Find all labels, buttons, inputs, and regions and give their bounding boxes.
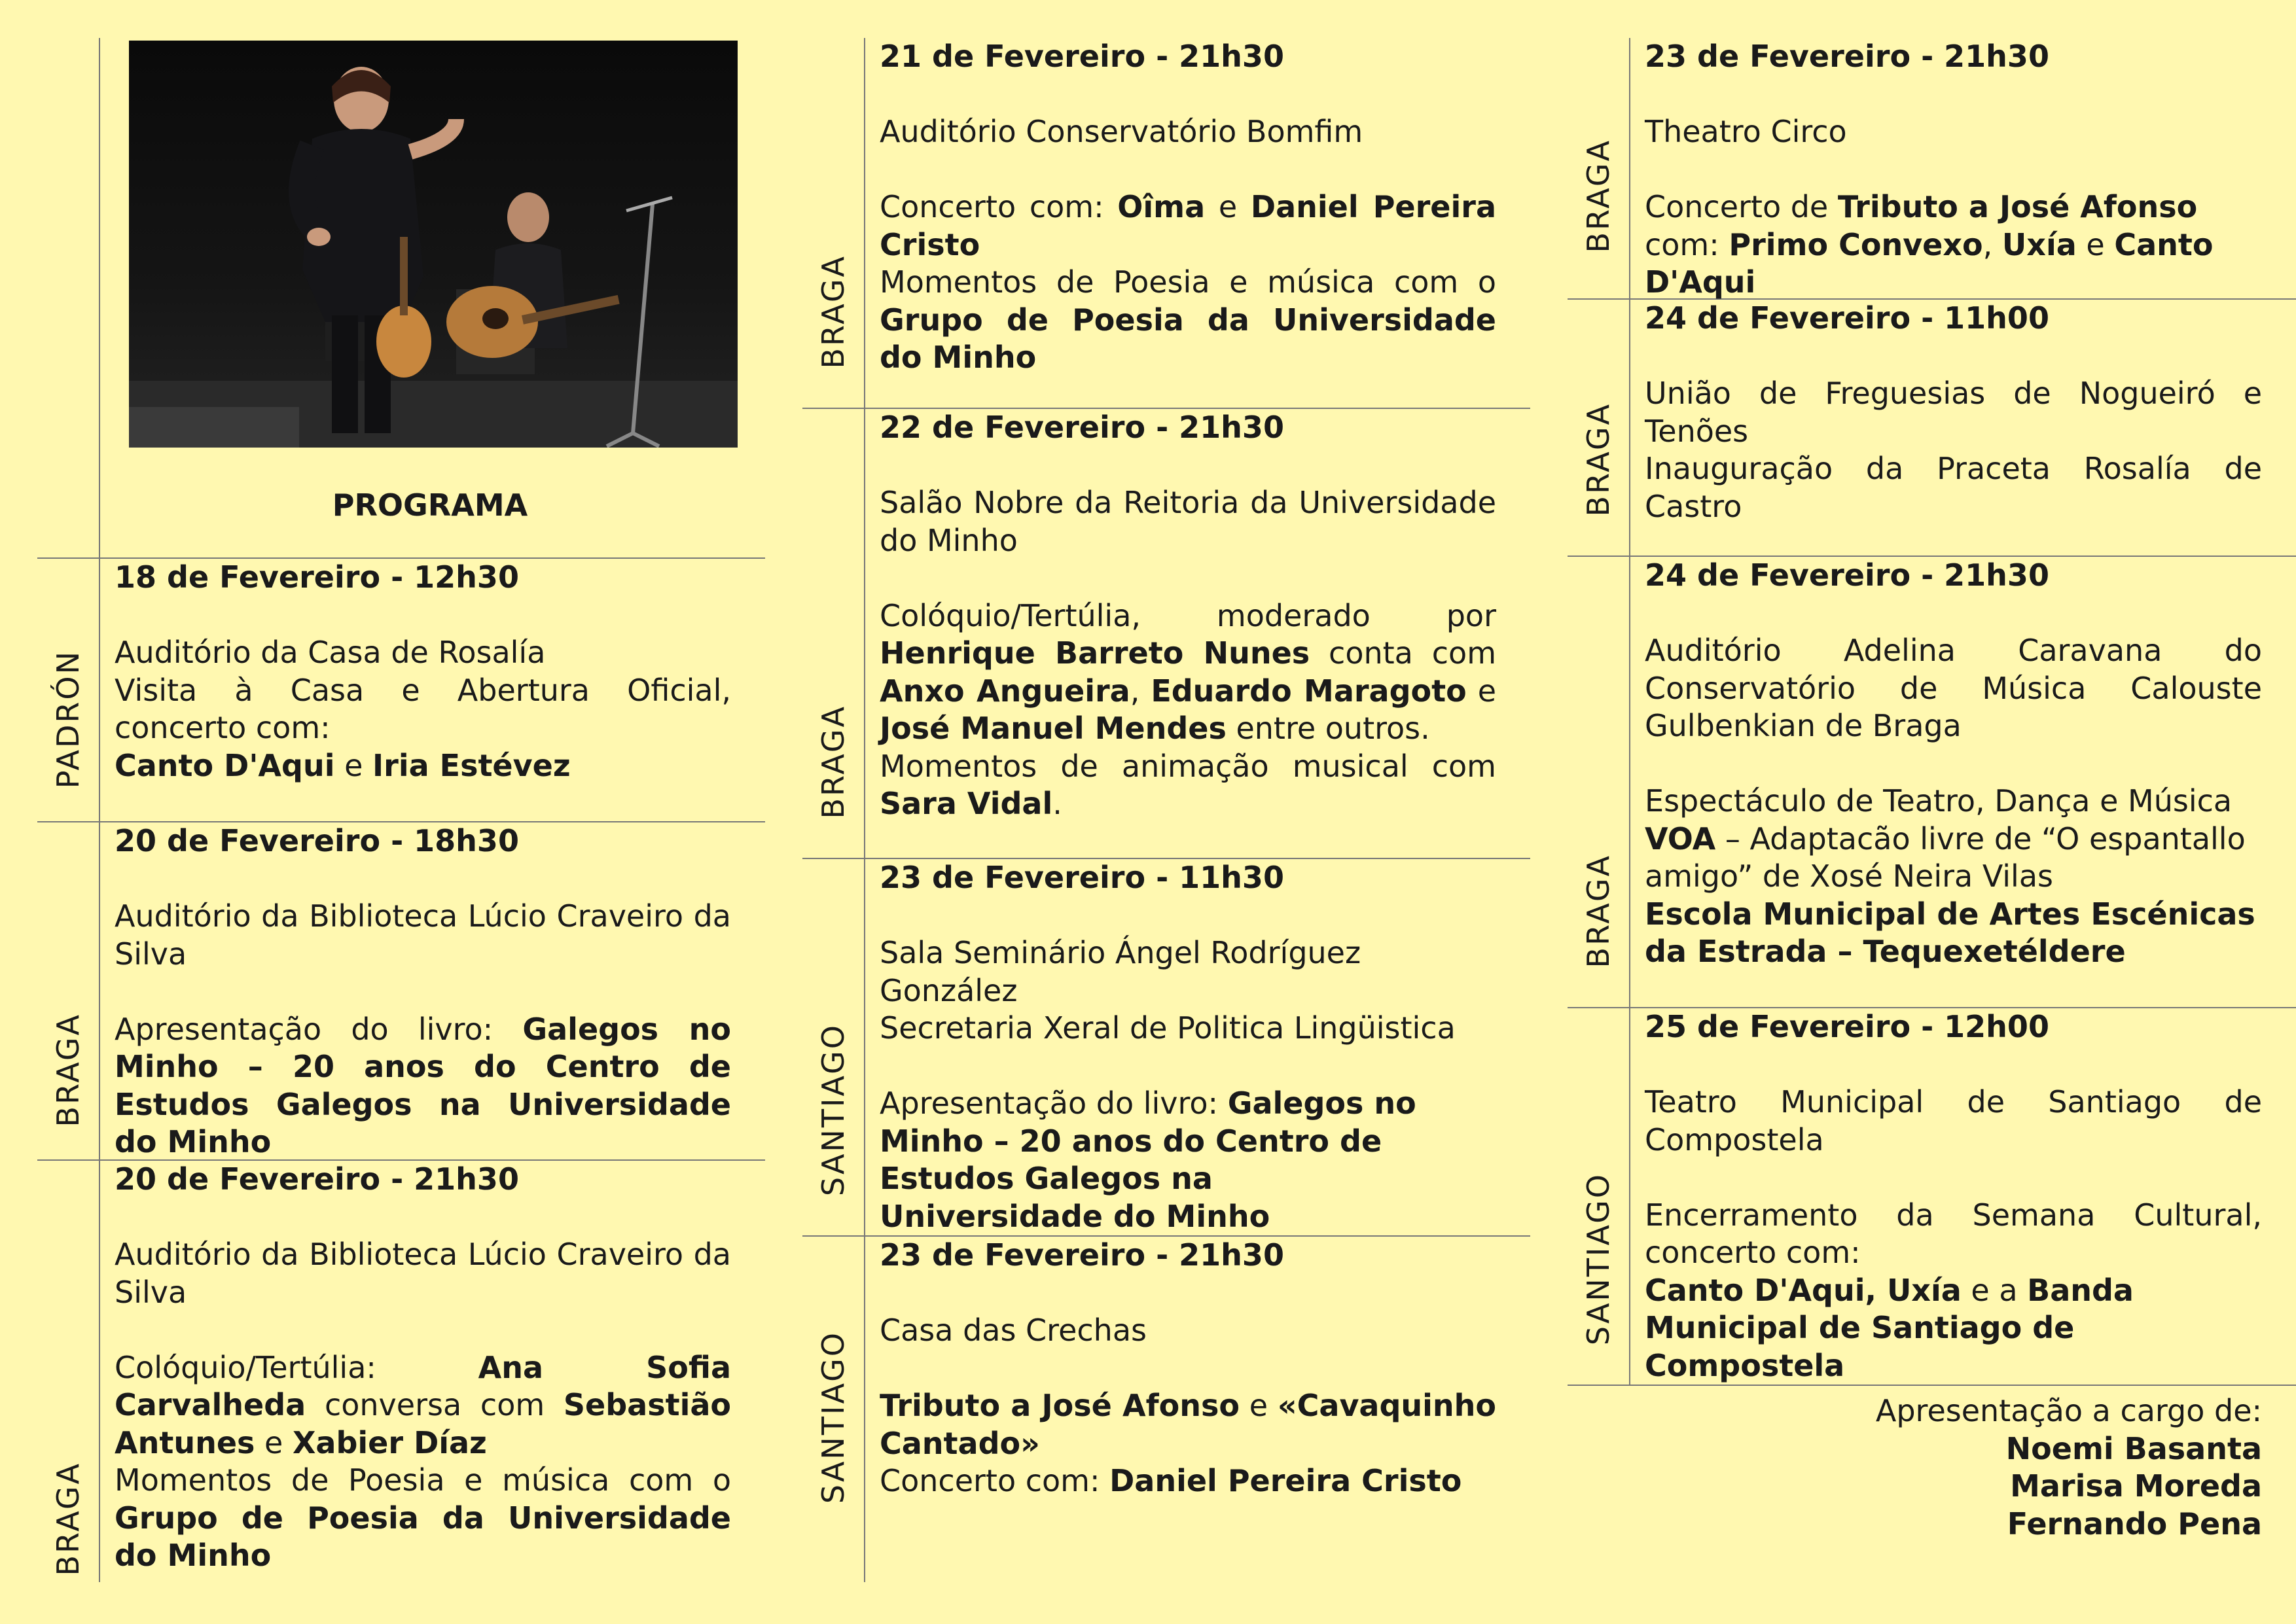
event-row — [802, 409, 1530, 859]
event-description: Inauguração da Praceta Rosalía de Castro — [1645, 451, 2262, 524]
event-venue: Casa das Crechas — [880, 1313, 1147, 1348]
event-venue: União de Freguesias de Nogueiró e Tenões — [1645, 376, 2262, 449]
header-row — [37, 38, 765, 559]
place-cell-empty — [37, 38, 100, 557]
event-date: 20 de Fevereiro - 18h30 — [115, 823, 519, 858]
event-description: Apresentação do livro: Galegos no Minho – 20 anos do Centro de Estudos Galegos na Universidade do Minho — [115, 1011, 731, 1159]
column-3 — [1568, 38, 2296, 1582]
event-content — [865, 409, 1530, 858]
event-description: Colóquio/Tertúlia: Ana Sofia Carvalheda conversa com Sebastião Antunes e Xabier Díaz — [115, 1349, 731, 1460]
credits-name: Marisa Moreda — [2010, 1468, 2262, 1504]
event-date: 25 de Fevereiro - 12h00 — [1645, 1009, 2049, 1044]
event-description: Apresentação do livro: Galegos no Minho – 20 anos do Centro de Estudos Galegos na Universidade do Minho — [880, 1086, 1416, 1234]
place-text: BRAGA — [1581, 402, 1616, 516]
event-venue: Auditório Conservatório Bomfim — [880, 114, 1363, 149]
event-venue: Salão Nobre da Reitoria da Universidade do Minho — [880, 485, 1496, 558]
event-venue: Theatro Circo — [1645, 114, 1847, 149]
event-description: Concerto com: Oîma e Daniel Pereira Cristo — [880, 189, 1496, 262]
event-row — [1568, 38, 2296, 300]
event-venue: Auditório da Biblioteca Lúcio Craveiro da Silva — [115, 1237, 731, 1310]
event-venue: Auditório da Casa de Rosalía — [115, 635, 546, 670]
place-label — [802, 1237, 865, 1582]
place-label — [1568, 300, 1630, 556]
programa-heading: PROGRAMA — [332, 487, 528, 523]
event-content — [865, 38, 1530, 408]
place-label — [1568, 557, 1630, 1007]
event-content — [100, 822, 765, 1159]
event-content — [865, 859, 1530, 1235]
place-label — [37, 1161, 100, 1582]
concert-photo — [129, 41, 738, 448]
place-label — [37, 822, 100, 1159]
event-organizer: Secretaria Xeral de Politica Lingüistica — [880, 1010, 1456, 1046]
column-2 — [802, 38, 1530, 1582]
place-label — [802, 38, 865, 408]
place-label — [37, 559, 100, 821]
event-performers: Canto D'Aqui, Uxía e a Banda Municipal de Santiago de Compostela — [1645, 1272, 2134, 1383]
event-content — [100, 1161, 765, 1582]
event-row — [37, 822, 765, 1161]
event-date: 22 de Fevereiro - 21h30 — [880, 410, 1284, 445]
event-date: 20 de Fevereiro - 21h30 — [115, 1161, 519, 1197]
place-text: BRAGA — [50, 1012, 86, 1127]
event-date: 21 de Fevereiro - 21h30 — [880, 39, 1284, 74]
event-description-2: Momentos de Poesia e música com o Grupo de Poesia da Universidade do Minho — [115, 1462, 731, 1573]
event-venue: Teatro Municipal de Santiago de Compostela — [1645, 1084, 2262, 1157]
event-row — [1568, 1008, 2296, 1386]
place-text: PADRÓN — [50, 649, 86, 788]
credits — [1630, 1386, 2296, 1582]
event-row — [1568, 300, 2296, 557]
event-row — [1568, 557, 2296, 1008]
event-description: Colóquio/Tertúlia, moderado por Henrique Barreto Nunes conta com Anxo Angueira, Eduardo Maragoto e José Manuel Mendes entre outros. — [880, 597, 1496, 746]
event-description: Tributo a José Afonso e «Cavaquinho Cantado» — [880, 1388, 1497, 1461]
event-description: Visita à Casa e Abertura Oficial, concerto com: — [115, 672, 731, 745]
column-1 — [37, 38, 765, 1582]
place-text: BRAGA — [50, 1461, 86, 1576]
place-text: SANTIAGO — [1581, 1172, 1616, 1345]
place-text: SANTIAGO — [816, 1330, 851, 1504]
event-description-2: Concerto com: Daniel Pereira Cristo — [880, 1463, 1462, 1498]
event-content — [1630, 300, 2296, 556]
place-text: SANTIAGO — [816, 1023, 851, 1196]
credits-row — [1568, 1386, 2296, 1582]
place-label — [1568, 38, 1630, 298]
event-row — [37, 559, 765, 822]
event-row — [802, 1237, 1530, 1582]
event-description: Concerto de Tributo a José Afonso com: Primo Convexo, Uxía e Canto D'Aqui — [1645, 189, 2214, 300]
event-row — [802, 38, 1530, 409]
place-label — [802, 409, 865, 858]
event-description-2: Momentos de animação musical com Sara Vidal. — [880, 748, 1496, 821]
place-label — [1568, 1008, 1630, 1385]
event-content — [1630, 38, 2296, 298]
event-venue: Auditório Adelina Caravana do Conservatório de Música Calouste Gulbenkian de Braga — [1645, 633, 2262, 743]
header-content — [100, 38, 765, 557]
credits-name: Noemi Basanta — [2005, 1430, 2262, 1466]
event-date: 18 de Fevereiro - 12h30 — [115, 559, 519, 595]
event-date: 24 de Fevereiro - 21h30 — [1645, 557, 2049, 593]
place-label — [802, 859, 865, 1235]
place-text: BRAGA — [1581, 853, 1616, 968]
event-date: 23 de Fevereiro - 21h30 — [1645, 39, 2049, 74]
event-content — [1630, 1008, 2296, 1385]
event-description: Espectáculo de Teatro, Dança e Música — [1645, 783, 2233, 819]
event-content — [1630, 557, 2296, 1007]
event-description: Encerramento da Semana Cultural, concerto com: — [1645, 1197, 2262, 1270]
place-text: BRAGA — [1581, 138, 1616, 253]
event-date: 23 de Fevereiro - 21h30 — [880, 1237, 1284, 1273]
event-date: 23 de Fevereiro - 11h30 — [880, 860, 1284, 895]
event-description-2: VOA – Adaptacão livre de “O espantallo amigo” de Xosé Neira Vilas — [1645, 821, 2246, 894]
event-content — [100, 559, 765, 821]
event-performers: Escola Municipal de Artes Escénicas da Estrada – Tequexetéldere — [1645, 896, 2255, 969]
credits-intro: Apresentação a cargo de: — [1875, 1393, 2262, 1428]
concert-photo-illustration — [129, 41, 738, 448]
event-row — [37, 1161, 765, 1582]
event-description-2: Momentos de Poesia e música com o Grupo de Poesia da Universidade do Minho — [880, 264, 1496, 375]
event-row — [802, 859, 1530, 1237]
event-date: 24 de Fevereiro - 11h00 — [1645, 300, 2049, 336]
credits-name: Fernando Pena — [2007, 1506, 2262, 1542]
event-venue: Sala Seminário Ángel Rodríguez González — [880, 935, 1361, 1008]
place-cell-empty — [1568, 1386, 1630, 1582]
place-text: BRAGA — [816, 254, 851, 368]
event-content — [865, 1237, 1530, 1582]
event-venue: Auditório da Biblioteca Lúcio Craveiro da Silva — [115, 898, 731, 972]
event-performers: Canto D'Aqui e Iria Estévez — [115, 747, 571, 783]
place-text: BRAGA — [816, 704, 851, 819]
